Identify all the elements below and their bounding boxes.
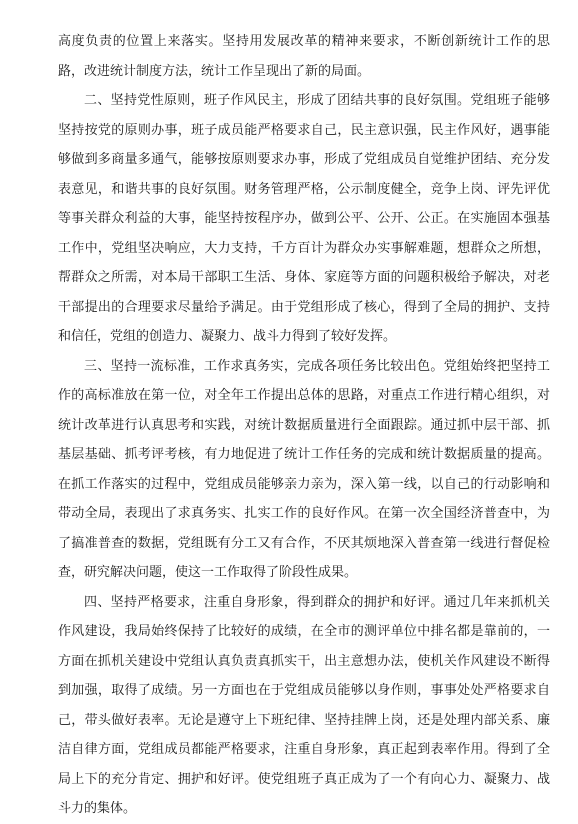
paragraph-continuation: 高度负责的位置上来落实。坚持用发展改革的精神来要求，不断创新统计工作的思路，改进统计制度方法，统计工作呈现出了新的局面。	[58, 34, 550, 79]
paragraph-section-three: 三、坚持一流标准，工作求真务实，完成各项任务比较出色。党组始终把坚持工作的高标准放在第一位，对全年工作提出总体的思路，对重点工作进行精心组织，对统计改革进行认真思考和实践，对统计数据质量进行全面跟踪。通过抓中层干部、抓基层基础、抓考评考核，有力地促进了统计工作任务的完成和统计数据质量的提高。在抓工作落实的过程中，党组成员能够亲力亲为，深入第一线，以自己的行动影响和带动全局，表现出了求真务实、扎实工作的良好作风。在第一次全国经济普查中，为了搞准普查的数据，党组既有分工又有合作，不厌其烦地深入普查第一线进行督促检查，研究解决问题，使这一工作取得了阶段性成果。	[58, 358, 550, 580]
document-page	[58, 27, 550, 816]
paragraph-section-two: 二、坚持党性原则，班子作风民主，形成了团结共事的良好氛围。党组班子能够坚持按党的原则办事，班子成员能严格要求自己，民主意识强，民主作风好，遇事能够做到多商量多通气，能够按原则要求办事，形成了党组成员自觉维护团结、充分发表意见，和谐共事的良好氛围。财务管理严格，公示制度健全，竞争上岗、评先评优等事关群众利益的大事，能坚持按程序办，做到公平、公开、公正。在实施固本强基工作中，党组坚决响应，大力支持，千方百计为群众办实事解难题，想群众之所想，帮群众之所需，对本局干部职工生活、身体、家庭等方面的问题积极给予解决，对老干部提出的合理要求尽量给予满足。由于党组形成了核心，得到了全局的拥护、支持和信任，党组的创造力、凝聚力、战斗力得到了较好发挥。	[58, 93, 550, 344]
paragraph-section-four: 四、坚持严格要求，注重自身形象，得到群众的拥护和好评。通过几年来抓机关作风建设，我局始终保持了比较好的成绩，在全市的测评单位中排名都是靠前的，一方面在抓机关建设中党组认真负责真抓实干，出主意想办法，使机关作风建设不断得到加强，取得了成绩。另一方面也在于党组成员能够以身作则，事事处处严格要求自己，带头做好表率。无论是遵守上下班纪律、坚持挂牌上岗，还是处理内部关系、廉洁自律方面，党组成员都能严格要求，注重自身形象，真正起到表率作用。得到了全局上下的充分肯定、拥护和好评。使党组班子真正成为了一个有向心力、凝聚力、战斗力的集体。	[58, 594, 550, 816]
